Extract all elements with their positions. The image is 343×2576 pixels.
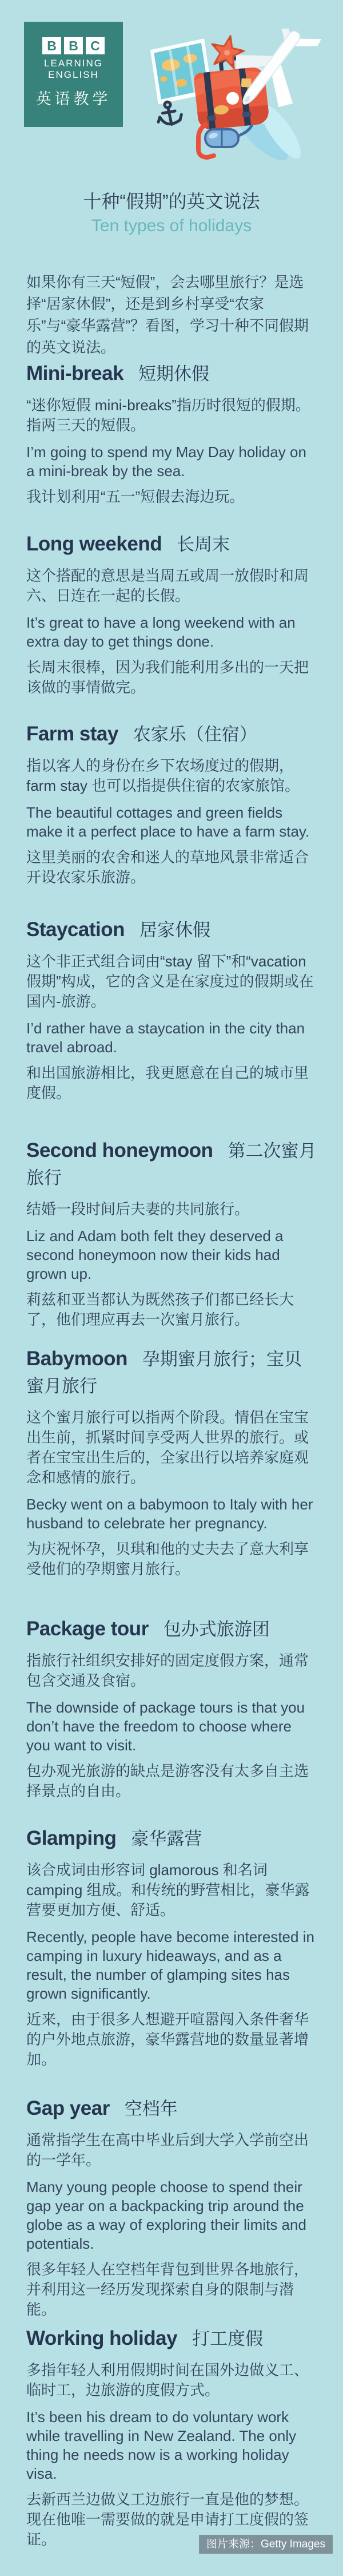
term-zh: 包办式旅游团 xyxy=(163,1619,270,1639)
term-heading xyxy=(26,360,317,387)
example-zh: 近来，由于很多人想避开喧嚣闯入条件奢华的户外地点旅游，豪华露营地的数量显著增加。 xyxy=(26,2011,309,2068)
example-en: Liz and Adam both felt they deserved a second honeymoon now their kids had grown up. xyxy=(26,1227,284,1282)
term-en: Second honeymoon xyxy=(26,1139,213,1162)
example-en: I’d rather have a staycation in the city than travel abroad. xyxy=(26,1020,305,1056)
definition-zh: 这个搭配的意思是当周五或周一放假时和周六、日连在一起的长假。 xyxy=(26,567,309,604)
term-heading xyxy=(26,917,317,944)
term-zh: 短期休假 xyxy=(138,364,210,384)
term-heading xyxy=(26,1138,317,1191)
example-zh: 包办观光旅游的缺点是游客没有太多自主选择景点的自由。 xyxy=(26,1762,309,1800)
example-en: Becky went on a babymoon to Italy with her husband to celebrate her pregnancy. xyxy=(26,1496,313,1532)
bbc-letter-b2: B xyxy=(64,37,83,54)
term-heading xyxy=(26,531,317,558)
section-gap-year xyxy=(26,2095,317,2320)
term-zh: 豪华露营 xyxy=(131,1829,202,1849)
example-en: The downside of package tours is that you don’t have the freedom to choose where you want to visit. xyxy=(26,1699,305,1754)
example-en: It’s been his dream to do voluntary work while travelling in New Zealand. The only thing he needs now is a working holiday visa. xyxy=(26,2408,297,2482)
term-heading xyxy=(26,1825,317,1852)
section-working-holiday xyxy=(26,2325,317,2550)
example-zh: 很多年轻人在空档年背包到世界各地旅行，并利用这一经历发现探索自身的限制与潜能。 xyxy=(26,2261,309,2318)
example-en: Recently, people have become interested in camping in luxury hideaways, and as a result, the number of glamping sites has grown significantly. xyxy=(26,1928,314,2002)
term-heading xyxy=(26,2095,317,2122)
example-zh: 长周末很棒，因为我们能利用多出的一天把该做的事情做完。 xyxy=(26,659,309,696)
page-title-en: Ten types of holidays xyxy=(91,216,252,235)
bbc-letter-blocks xyxy=(24,37,123,54)
term-heading xyxy=(26,2325,317,2352)
section-glamping xyxy=(26,1825,317,2070)
section-long-weekend xyxy=(26,531,317,697)
term-heading xyxy=(26,1616,317,1643)
example-zh: 和出国旅游相比，我更愿意在自己的城市里度假。 xyxy=(26,1064,309,1101)
section-staycation xyxy=(26,917,317,1103)
definition-zh: 指以客人的身份在乡下农场度过的假期，farm stay 也可以指提供住宿的农家旅馆。 xyxy=(26,757,300,794)
definition-zh: 通常指学生在高中毕业后到大学入学前空出的一学年。 xyxy=(26,2131,309,2169)
term-en: Long weekend xyxy=(26,533,162,555)
definition-zh: 这个非正式组合词由“stay 留下”和“vacation 假期”构成，它的含义是在家度过的假期或在国内-旅游。 xyxy=(26,953,314,1010)
example-en: I’m going to spend my May Day holiday on a mini-break by the sea. xyxy=(26,443,306,479)
term-zh: 第二次蜜月旅行 xyxy=(26,1141,317,1188)
image-credit-badge: 图片来源：Getty Images xyxy=(199,2535,333,2554)
definition-zh: 结婚一段时间后夫妻的共同旅行。 xyxy=(26,1200,250,1218)
term-en: Working holiday xyxy=(26,2327,178,2349)
example-zh: 去新西兰边做义工边旅行一直是他的梦想。现在他唯一需要做的就是申请打工度假的签证。 xyxy=(26,2491,309,2548)
bbc-learning-english-logo xyxy=(24,22,123,127)
example-en: It’s great to have a long weekend with an extra day to get things done. xyxy=(26,614,296,650)
section-second-honeymoon xyxy=(26,1138,317,1330)
term-heading xyxy=(26,721,317,748)
intro-paragraph: 如果你有三天“短假”，会去哪里旅行？是选择“居家休假”，还是到乡村享受“农家乐”与“豪华露营”？看图，学习十种不同假期的英文说法。 xyxy=(26,274,309,356)
example-zh: 我计划利用“五一”短假去海边玩。 xyxy=(26,488,245,505)
example-zh: 为庆祝怀孕，贝琪和他的丈夫去了意大利享受他们的孕期蜜月旅行。 xyxy=(26,1540,309,1578)
example-zh: 莉兹和亚当都认为既然孩子们都已经长大了，他们理应再去一次蜜月旅行。 xyxy=(26,1291,294,1328)
definition-zh: 指旅行社组织安排好的固定度假方案，通常包含交通及食宿。 xyxy=(26,1652,309,1689)
bbc-letter-b1: B xyxy=(42,37,61,54)
term-en: Farm stay xyxy=(26,723,118,745)
definition-zh: 该合成词由形容词 glamorous 和名词 camping 组成。和传统的野营相比，豪华露营要更加方便、舒适。 xyxy=(26,1861,310,1919)
term-heading xyxy=(26,1346,317,1400)
logo-english-label: ENGLISH xyxy=(48,69,99,80)
term-zh: 孕期蜜月旅行；宝贝蜜月旅行 xyxy=(26,1349,302,1396)
definition-zh: “迷你短假 mini-breaks”指历时很短的假期。指两三天的短假。 xyxy=(26,397,310,434)
term-zh: 农家乐（住宿） xyxy=(133,724,257,744)
term-zh: 打工度假 xyxy=(192,2329,264,2349)
term-zh: 空档年 xyxy=(124,2099,178,2119)
example-zh: 这里美丽的农舍和迷人的草地风景非常适合开设农家乐旅游。 xyxy=(26,849,309,886)
term-en: Mini-break xyxy=(26,362,124,385)
example-en: The beautiful cottages and green fields make it a perfect place to have a farm stay. xyxy=(26,804,310,840)
term-en: Glamping xyxy=(26,1827,117,1849)
section-mini-break xyxy=(26,360,317,507)
logo-learning-label: LEARNING xyxy=(44,58,103,69)
term-en: Staycation xyxy=(26,918,125,941)
example-en: Many young people choose to spend their gap year on a backpacking trip around the globe as a way of exploring their limits and potentials. xyxy=(26,2178,306,2252)
term-en: Package tour xyxy=(26,1618,149,1640)
definition-zh: 这个蜜月旅行可以指两个阶段。情侣在宝宝出生前，抓紧时间享受两人世界的旅行。或者在宝宝出生后的，全家出行以培养家庭观念和感情的旅行。 xyxy=(26,1409,309,1486)
term-en: Babymoon xyxy=(26,1348,127,1370)
term-en: Gap year xyxy=(26,2097,110,2119)
logo-chinese-label: 英语教学 xyxy=(35,90,111,108)
travel-illustration xyxy=(146,29,340,203)
section-babymoon xyxy=(26,1346,317,1579)
definition-zh: 多指年轻人利用假期时间在国外边做义工、临时工，边旅游的度假方式。 xyxy=(26,2361,309,2399)
section-farm-stay xyxy=(26,721,317,887)
section-package-tour xyxy=(26,1616,317,1801)
term-zh: 居家休假 xyxy=(139,920,210,940)
term-zh: 长周末 xyxy=(177,534,230,554)
bbc-letter-c: C xyxy=(86,37,105,54)
page-title-zh: 十种“假期”的英文说法 xyxy=(83,191,260,212)
